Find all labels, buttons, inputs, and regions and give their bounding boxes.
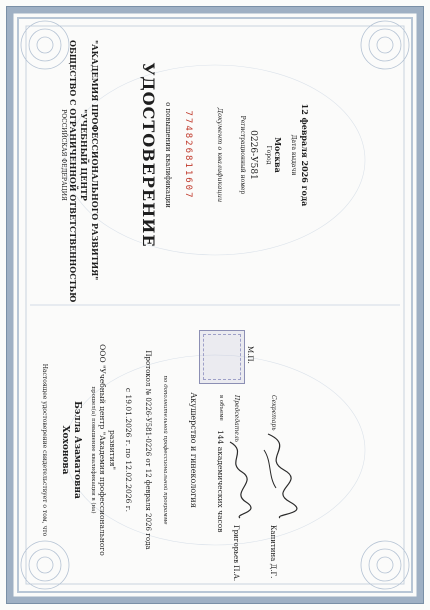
protocol-line: Протокол № 0226-У581-0226 от 12 февраля 2026 года bbox=[144, 350, 152, 550]
training-period: с 19.01.2026 г. по 12.02.2026 г. bbox=[124, 387, 133, 513]
reg-number: 0226-У581 bbox=[248, 130, 258, 180]
secretary-caption: Секретарь bbox=[270, 395, 277, 431]
org-line-1: ОБЩЕСТВО С ОГРАНИЧЕННОЙ ОТВЕТСТВЕННОСТЬЮ bbox=[68, 40, 78, 303]
hours-value: 144 академических часов bbox=[216, 430, 225, 533]
issue-date-caption: Дата выдачи bbox=[290, 134, 297, 176]
federation-text: РОССИЙСКАЯ ФЕДЕРАЦИЯ bbox=[60, 109, 67, 201]
training-org: ООО "Учебный центр "Академия профессионального bbox=[98, 344, 107, 556]
org-line-2: "УЧЕБНЫЙ ЦЕНТР bbox=[79, 109, 89, 201]
city-value: Москва bbox=[273, 137, 283, 173]
chairman-name: Григорьев П.А. bbox=[232, 525, 240, 582]
document-title: УДОСТОВЕРЕНИЕ bbox=[139, 62, 158, 248]
city-caption: Город bbox=[265, 145, 272, 165]
volume-prefix: в объеме bbox=[218, 395, 224, 421]
program-caption: по дополнительной профессиональной программе bbox=[162, 375, 168, 525]
issue-date: 12 февраля 2026 года bbox=[300, 103, 310, 207]
secretary-name: Капитина Д.Г. bbox=[269, 525, 277, 579]
form-number: 774826811607 bbox=[183, 110, 193, 200]
secretary-signature bbox=[258, 430, 298, 520]
program-name: Акушерство и гинекология bbox=[189, 392, 198, 508]
training-org-2: развития" bbox=[108, 430, 117, 470]
certify-text: Настоящее удостоверение свидетельствует о том, что bbox=[41, 363, 48, 537]
chairman-caption: Председатель bbox=[233, 395, 240, 443]
holder-surname: Хохонова bbox=[60, 425, 70, 475]
reg-number-caption: Регистрационный номер bbox=[239, 115, 246, 195]
mp-label: М.П. bbox=[246, 346, 254, 364]
org-line-3: "АКАДЕМИЯ ПРОФЕССИОНАЛЬНОГО РАЗВИТИЯ" bbox=[90, 40, 100, 281]
organization-stamp bbox=[199, 330, 245, 384]
passed-caption: прошел(а) повышение квалификации в (на) bbox=[90, 386, 96, 514]
document-subtitle: о повышении квалификации bbox=[164, 102, 172, 208]
holder-name: Бэлла Азаматовна bbox=[72, 401, 82, 499]
chairman-signature bbox=[222, 440, 252, 520]
document-caption: Документ о квалификации bbox=[216, 107, 224, 203]
